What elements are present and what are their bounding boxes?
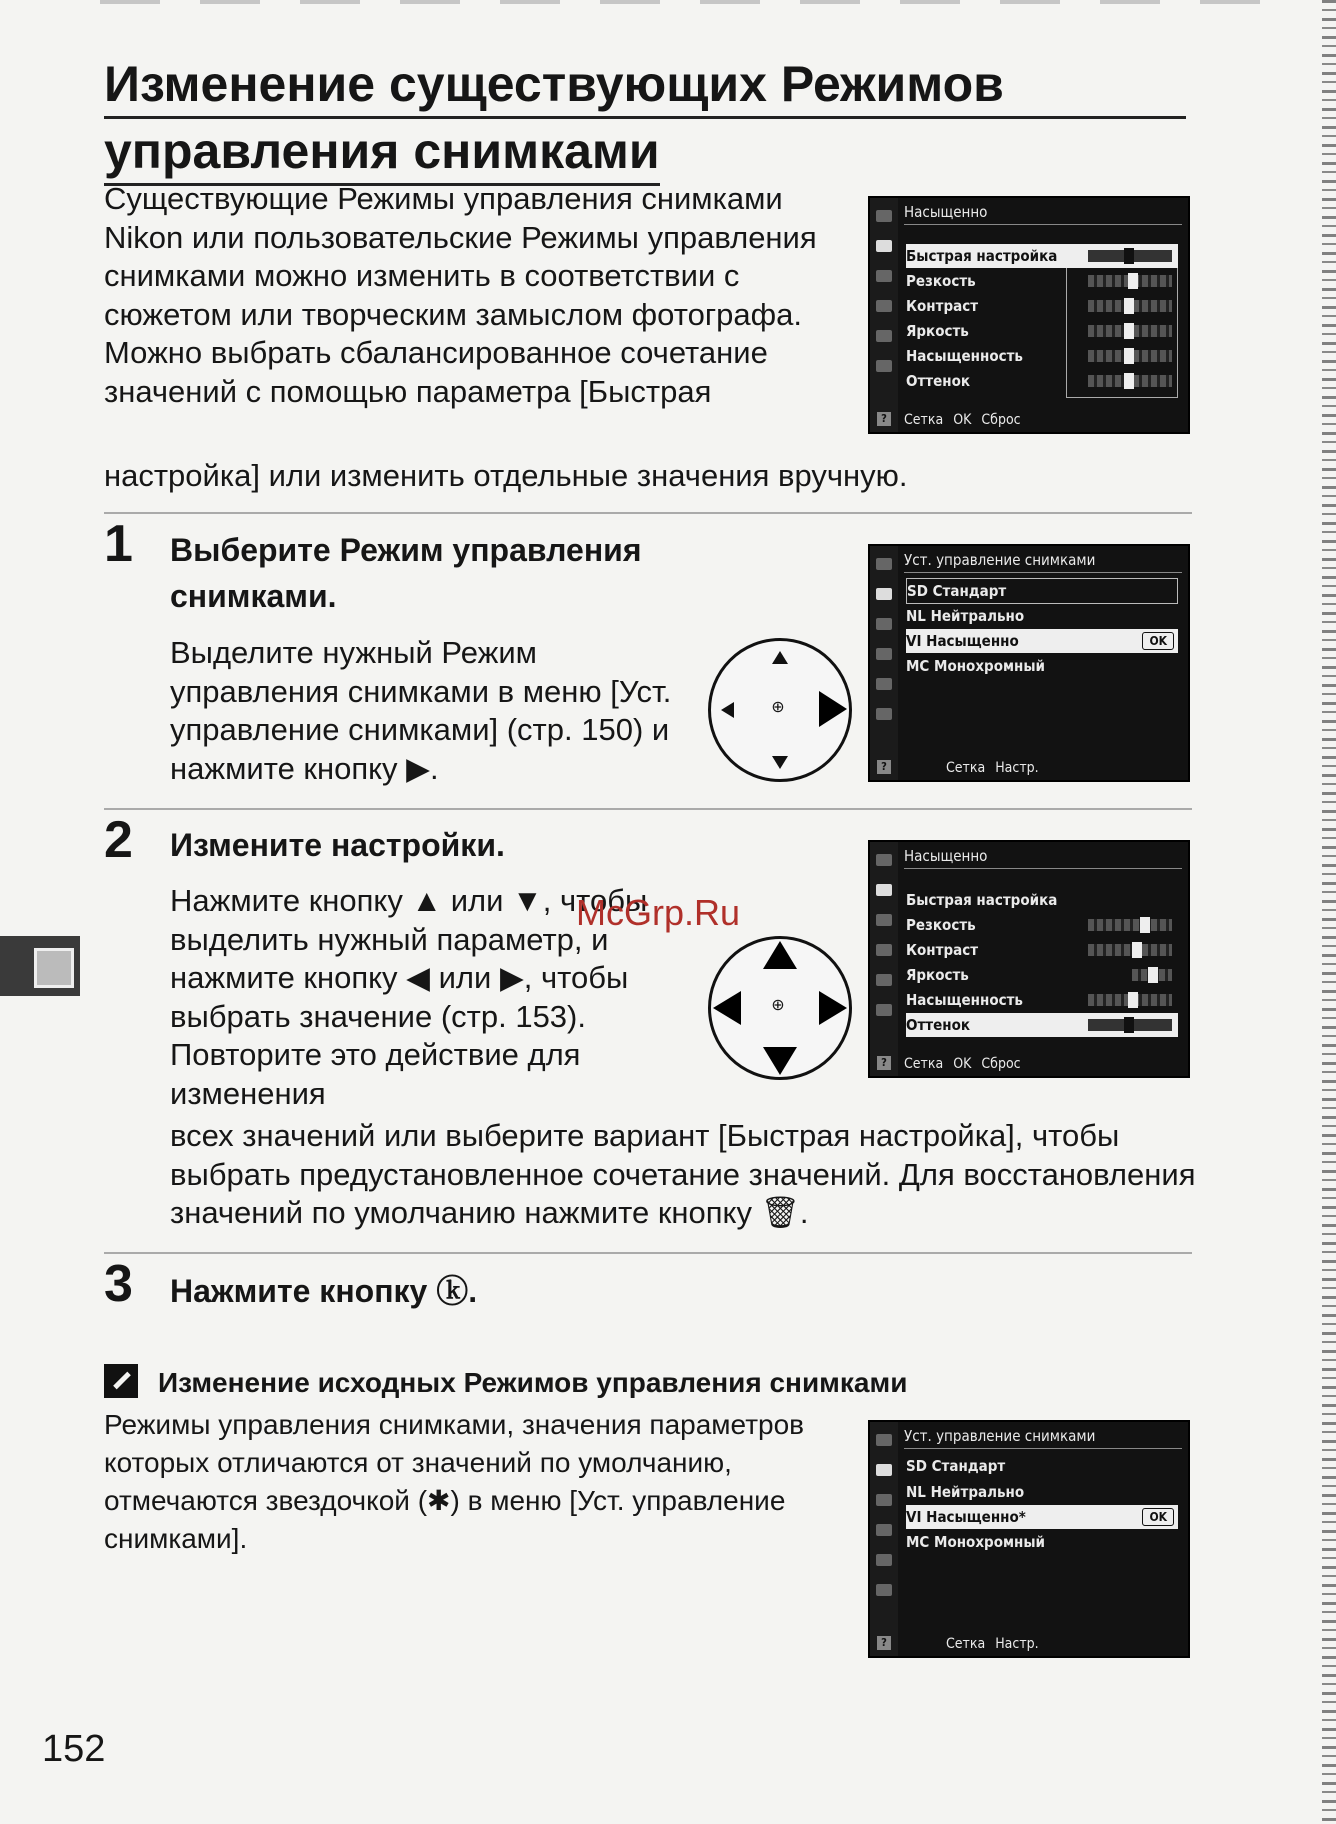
menu-row (906, 913, 1178, 937)
divider (104, 808, 1192, 810)
menu-row: NL Нейтрально (906, 1483, 1025, 1501)
step-2-number: 2 (104, 811, 133, 869)
menu-row (906, 988, 1178, 1012)
picture-control-icon (34, 948, 74, 988)
screen-footer: Сетка OK Сброс (904, 412, 1021, 428)
screen-footer: Сетка Настр. (946, 760, 1039, 776)
row-label: Контраст (906, 941, 979, 959)
slider-marker (1128, 992, 1138, 1008)
center-icon: ⊕ (771, 699, 785, 716)
camera-tab-icon (876, 240, 892, 252)
slider-marker (1148, 967, 1158, 983)
recent-tab-icon (876, 360, 892, 372)
step-2-text-tail: всех значений или выберите вариант [Быстрая настройка], чтобы выбрать предустановленное сочетание значений. Для восстановления значений по умолчанию нажмите кнопку 🗑. (170, 1118, 1196, 1230)
pencil-note-icon (104, 1364, 138, 1398)
menu-row (906, 244, 1178, 268)
retouch-tab-icon (876, 330, 892, 342)
camera-screen-picture-control-modified (868, 1420, 1190, 1658)
screen-footer: Сетка OK Сброс (904, 1056, 1021, 1072)
row-label: Резкость (906, 272, 976, 290)
slider-bar (1088, 1019, 1172, 1031)
slider-bar (1088, 300, 1172, 312)
step-3-heading: Нажмите кнопку ⓚ. (170, 1273, 478, 1309)
menu-row: NL Нейтрально (906, 607, 1025, 625)
camera-screen-picture-control (868, 544, 1190, 782)
multi-selector-right (708, 638, 852, 782)
down-arrow-icon (772, 756, 788, 769)
setup-tab-icon (876, 300, 892, 312)
page-title (104, 52, 1204, 186)
slider-marker (1124, 298, 1134, 314)
intro-text-tail: настройка] или изменить отдельные значения вручную. (104, 458, 908, 493)
step-1-heading: Выберите Режим управления снимками. (170, 532, 642, 614)
row-label: Насыщенность (906, 347, 1023, 365)
step-3-number: 3 (104, 1255, 133, 1313)
menu-row (906, 369, 1178, 393)
right-arrow-icon (819, 691, 847, 727)
slider-bar (1088, 250, 1172, 262)
top-edge (100, 0, 1280, 4)
menu-row (906, 963, 1178, 987)
row-label: Яркость (906, 966, 969, 984)
down-arrow-icon (763, 1047, 797, 1075)
camera-tab-icon (876, 1464, 892, 1476)
page-number: 152 (42, 1728, 106, 1770)
watermark: McGrp.Ru (576, 892, 741, 933)
divider (104, 1252, 1192, 1254)
setup-tab-icon (876, 648, 892, 660)
center-icon: ⊕ (771, 997, 785, 1014)
step-2-text: Нажмите кнопку ▲ или ▼, чтобы выделить нужный параметр, и нажмите кнопку ◀ или ▶, чтобы выбрать значение (стр. 153). Повторите это действие для изменения (170, 883, 648, 1111)
step-1-text: Выделите нужный Режим управления снимками в меню [Уст. управление снимками] (стр. 150) и нажмите кнопку ▶. (170, 635, 672, 786)
slider-marker (1124, 248, 1134, 264)
page-edge (1322, 0, 1336, 1824)
section-tab (0, 936, 80, 996)
note-heading: Изменение исходных Режимов управления снимками (158, 1367, 908, 1398)
slider-bar (1132, 969, 1172, 981)
screen-title: Уст. управление снимками (904, 1427, 1182, 1449)
help-icon: ? (877, 760, 891, 774)
ok-badge: OK (1142, 1508, 1174, 1526)
divider (104, 512, 1192, 514)
playback-tab-icon (876, 210, 892, 222)
menu-row-selected (906, 1505, 1178, 1529)
custom-tab-icon (876, 914, 892, 926)
help-icon: ? (877, 412, 891, 426)
playback-tab-icon (876, 558, 892, 570)
slider-bar (1088, 375, 1172, 387)
ok-badge: OK (1142, 632, 1174, 650)
row-label: VI Насыщенно* (906, 1508, 1026, 1526)
step-2-heading: Измените настройки. (170, 827, 505, 863)
menu-row (906, 269, 1178, 293)
title-line-2: управления снимками (104, 119, 660, 186)
intro-text: Существующие Режимы управления снимками Nikon или пользовательские Режимы управления снимками можно изменить в соответствии с сюжетом или творческим замыслом фотографа. Можно выбрать сбалансированное сочетание значений с помощью параметра [Быстрая (104, 181, 817, 409)
menu-row: SD Стандарт (906, 578, 1178, 604)
menu-row-selected (906, 1013, 1178, 1037)
menu-row (906, 294, 1178, 318)
menu-row: Быстрая настройка (906, 891, 1058, 909)
menu-row: MC Монохромный (906, 1533, 1045, 1551)
camera-tab-icon (876, 884, 892, 896)
retouch-tab-icon (876, 1554, 892, 1566)
slider-marker (1140, 917, 1150, 933)
slider-bar (1088, 944, 1172, 956)
row-label: VI Насыщенно (906, 632, 1019, 650)
playback-tab-icon (876, 854, 892, 866)
slider-bar (1088, 994, 1172, 1006)
up-arrow-icon (763, 941, 797, 969)
screen-footer: Сетка Настр. (946, 1636, 1039, 1652)
playback-tab-icon (876, 1434, 892, 1446)
menu-row (906, 344, 1178, 368)
menu-row: MC Монохромный (906, 657, 1045, 675)
slider-bar (1088, 919, 1172, 931)
slider-bar (1088, 275, 1172, 287)
slider-marker (1124, 373, 1134, 389)
recent-tab-icon (876, 1584, 892, 1596)
menu-row (906, 938, 1178, 962)
screen-title: Насыщенно (904, 847, 1182, 869)
slider-marker (1124, 1017, 1134, 1033)
screen-title: Уст. управление снимками (904, 551, 1182, 573)
row-label: Яркость (906, 322, 969, 340)
row-label: Быстрая настройка (906, 247, 1058, 265)
camera-screen-settings (868, 196, 1190, 434)
slider-marker (1128, 273, 1138, 289)
custom-tab-icon (876, 270, 892, 282)
slider-bar (1088, 350, 1172, 362)
slider-marker (1124, 323, 1134, 339)
help-icon: ? (877, 1056, 891, 1070)
up-arrow-icon (772, 651, 788, 664)
row-label: Оттенок (906, 1016, 971, 1034)
camera-screen-settings-edit (868, 840, 1190, 1078)
slider-marker (1132, 942, 1142, 958)
menu-tabs (870, 842, 898, 1076)
setup-tab-icon (876, 944, 892, 956)
menu-tabs (870, 1422, 898, 1656)
custom-tab-icon (876, 618, 892, 630)
menu-tabs (870, 198, 898, 432)
multi-selector-all (708, 936, 852, 1080)
row-label: Контраст (906, 297, 979, 315)
left-arrow-icon (721, 702, 734, 718)
camera-tab-icon (876, 588, 892, 600)
note-text: Режимы управления снимками, значения параметров которых отличаются от значений по умолчанию, отмечаются звездочкой (✱) в меню [Уст. управление снимками]. (104, 1409, 805, 1554)
help-icon: ? (877, 1636, 891, 1650)
step-1-number: 1 (104, 515, 133, 573)
left-arrow-icon (713, 991, 741, 1025)
row-label: Резкость (906, 916, 976, 934)
retouch-tab-icon (876, 974, 892, 986)
menu-tabs (870, 546, 898, 780)
title-line-1: Изменение существующих Режимов (104, 52, 1186, 119)
menu-row-selected (906, 629, 1178, 653)
recent-tab-icon (876, 1004, 892, 1016)
custom-tab-icon (876, 1494, 892, 1506)
row-label: Насыщенность (906, 991, 1023, 1009)
right-arrow-icon (819, 991, 847, 1025)
menu-row: SD Стандарт (906, 1457, 1006, 1475)
slider-marker (1124, 348, 1134, 364)
recent-tab-icon (876, 708, 892, 720)
menu-row (906, 319, 1178, 343)
row-label: Оттенок (906, 372, 971, 390)
setup-tab-icon (876, 1524, 892, 1536)
slider-bar (1088, 325, 1172, 337)
screen-title: Насыщенно (904, 203, 1182, 225)
retouch-tab-icon (876, 678, 892, 690)
